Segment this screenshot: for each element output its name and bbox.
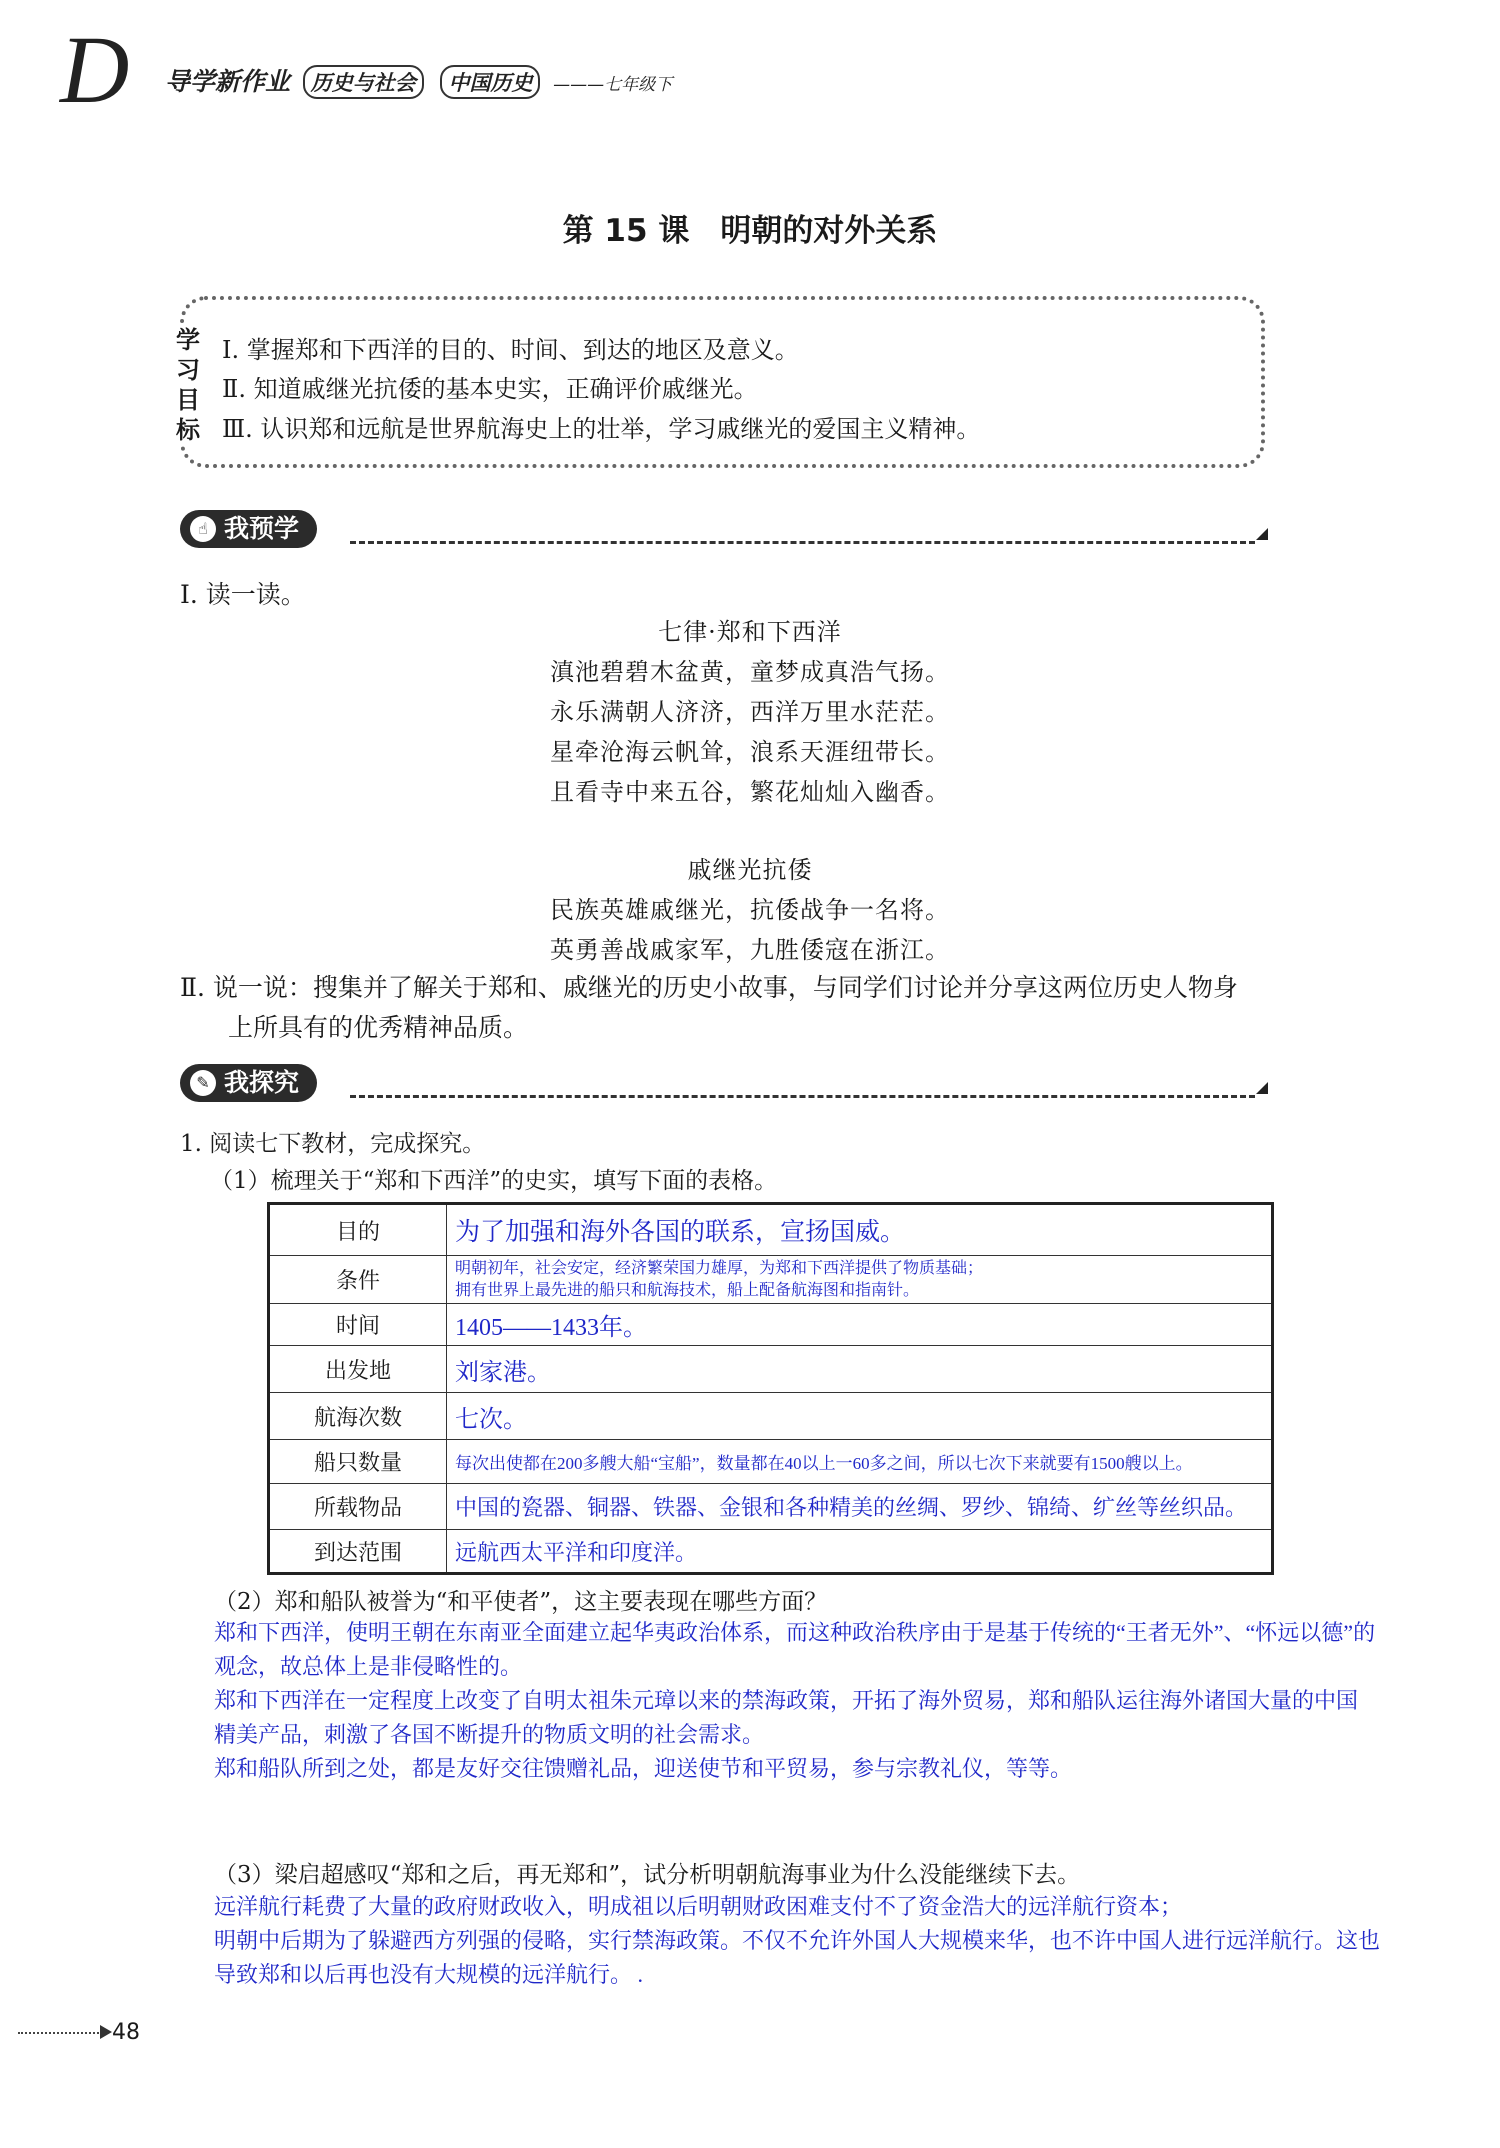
section-divider: [350, 541, 1255, 544]
page-number: 48: [112, 2020, 140, 2045]
tag-char: 习: [176, 356, 200, 384]
row-label: 船只数量: [269, 1440, 447, 1484]
poem-line: 且看寺中来五谷，繁花灿灿入幽香。: [550, 778, 950, 806]
poem-line: 民族英雄戚继光，抗倭战争一名将。: [550, 896, 950, 924]
answer-line: 明朝中后期为了躲避西方列强的侵略，实行禁海政策。不仅不允许外国人大规模来华，也不许中国人进行远洋航行。这也: [214, 1928, 1381, 1953]
table-row: [269, 1256, 1273, 1304]
table-row: [269, 1204, 1273, 1256]
row-answer: 1405——1433年。: [447, 1304, 1273, 1346]
poem-line: 永乐满朝人济济，西洋万里水茫茫。: [550, 698, 950, 726]
tag-char: 标: [176, 416, 200, 444]
answer-line: 观念，故总体上是非侵略性的。: [214, 1654, 523, 1679]
row-answer: [447, 1256, 1273, 1304]
page-number-leader: [18, 2032, 103, 2034]
objective-item: Ⅲ. 认识郑和远航是世界航海史上的壮举，学习戚继光的爱国主义精神。: [222, 415, 981, 443]
table-row: [269, 1440, 1273, 1484]
question-1-1: （1）梳理关于“郑和下西洋”的史实，填写下面的表格。: [210, 1168, 778, 1194]
row-answer: 每次出使都在200多艘大船“宝船”，数量都在40以上一60多之间，所以七次下来就要有1500艘以上。: [447, 1440, 1273, 1484]
poem-line: 滇池碧碧木盆黄，童梦成真浩气扬。: [550, 658, 950, 686]
question-1: 1. 阅读七下教材，完成探究。: [180, 1131, 486, 1157]
tag-char: 学: [176, 326, 200, 354]
answer-line: 拥有世界上最先进的船只和航海技术，船上配备航海图和指南针。: [455, 1281, 920, 1299]
read-heading: Ⅰ. 读一读。: [180, 580, 306, 609]
row-answer: 远航西太平洋和印度洋。: [447, 1530, 1273, 1574]
lesson-title: 第 15 课 明朝的对外关系: [562, 213, 938, 249]
row-answer: 为了加强和海外各国的联系，宣扬国威。: [447, 1204, 1273, 1256]
section-divider: [350, 1095, 1255, 1098]
row-label: 时间: [269, 1304, 447, 1346]
answer-line: 明朝初年，社会安定，经济繁荣国力雄厚，为郑和下西洋提供了物质基础；: [455, 1259, 984, 1277]
logo-letter: D: [60, 16, 130, 123]
question-1-3: （3）梁启超感叹“郑和之后，再无郑和”，试分析明朝航海事业为什么没能继续下去。: [214, 1862, 1081, 1888]
row-label: 到达范围: [269, 1530, 447, 1574]
row-answer: 七次。: [447, 1393, 1273, 1440]
section-label: 我预学: [224, 514, 300, 543]
section-label: 我探究: [224, 1068, 300, 1097]
corner-triangle-icon: [1256, 528, 1268, 540]
objective-item: Ⅱ. 知道戚继光抗倭的基本史实，正确评价戚继光。: [222, 375, 758, 403]
question-1-2: （2）郑和船队被誉为“和平使者”，这主要表现在哪些方面？: [214, 1589, 828, 1615]
row-label: 航海次数: [269, 1393, 447, 1440]
answer-line: 郑和下西洋，使明王朝在东南亚全面建立起华夷政治体系，而这种政治秩序由于是基于传统的“王者无外”、“怀远以德”的: [214, 1620, 1376, 1645]
row-label: 条件: [269, 1256, 447, 1304]
poem-title: 戚继光抗倭: [687, 856, 813, 884]
speak-question-cont: 上所具有的优秀精神品质。: [228, 1013, 529, 1042]
table-row: [269, 1346, 1273, 1393]
objectives-tag: [172, 325, 204, 445]
answer-line: 精美产品，刺激了各国不断提升的物质文明的社会需求。: [214, 1722, 765, 1747]
poem-line: 星牵沧海云帆耸，浪系天涯纽带长。: [550, 738, 950, 766]
row-label: 目的: [269, 1204, 447, 1256]
table-row: [269, 1484, 1273, 1530]
subject-badge-2: 中国历史: [440, 65, 540, 99]
answer-line: 郑和船队所到之处，都是友好交往馈赠礼品，迎送使节和平贸易，参与宗教礼仪，等等。: [214, 1756, 1073, 1781]
hand-icon: ☝: [190, 516, 216, 542]
grade-label: ———七年级下: [553, 75, 673, 95]
answer-line: 郑和下西洋在一定程度上改变了自明太祖朱元璋以来的禁海政策，开拓了海外贸易，郑和船队运往海外诸国大量的中国: [214, 1688, 1359, 1713]
table-row: [269, 1393, 1273, 1440]
tag-char: 目: [176, 386, 200, 414]
series-title: 导学新作业: [165, 67, 291, 96]
poem-title: 七律·郑和下西洋: [658, 618, 842, 646]
objective-item: Ⅰ. 掌握郑和下西洋的目的、时间、到达的地区及意义。: [222, 336, 799, 364]
subject-badge: 历史与社会: [303, 65, 424, 99]
arrow-icon: [100, 2025, 112, 2039]
speak-question: Ⅱ. 说一说：搜集并了解关于郑和、戚继光的历史小故事，与同学们讨论并分享这两位历史人物身: [180, 973, 1238, 1002]
answer-line: 远洋航行耗费了大量的政府财政收入，明成祖以后明朝财政困难支付不了资金浩大的远洋航行资本；: [214, 1894, 1183, 1919]
poem-line: 英勇善战戚家军，九胜倭寇在浙江。: [550, 936, 950, 964]
pen-icon: ✎: [190, 1070, 216, 1096]
table-row: [269, 1304, 1273, 1346]
section-header-preview: [180, 510, 317, 548]
row-answer: 刘家港。: [447, 1346, 1273, 1393]
table-row: [269, 1530, 1273, 1574]
corner-triangle-icon: [1256, 1082, 1268, 1094]
section-header-explore: [180, 1064, 317, 1102]
row-answer: 中国的瓷器、铜器、铁器、金银和各种精美的丝绸、罗纱、锦绮、纩丝等丝织品。: [447, 1484, 1273, 1530]
book-header: [165, 62, 672, 99]
row-label: 出发地: [269, 1346, 447, 1393]
answer-line: 导致郑和以后再也没有大规模的远洋航行。 .: [214, 1962, 644, 1987]
row-label: 所载物品: [269, 1484, 447, 1530]
voyage-facts-table: [267, 1202, 1274, 1575]
